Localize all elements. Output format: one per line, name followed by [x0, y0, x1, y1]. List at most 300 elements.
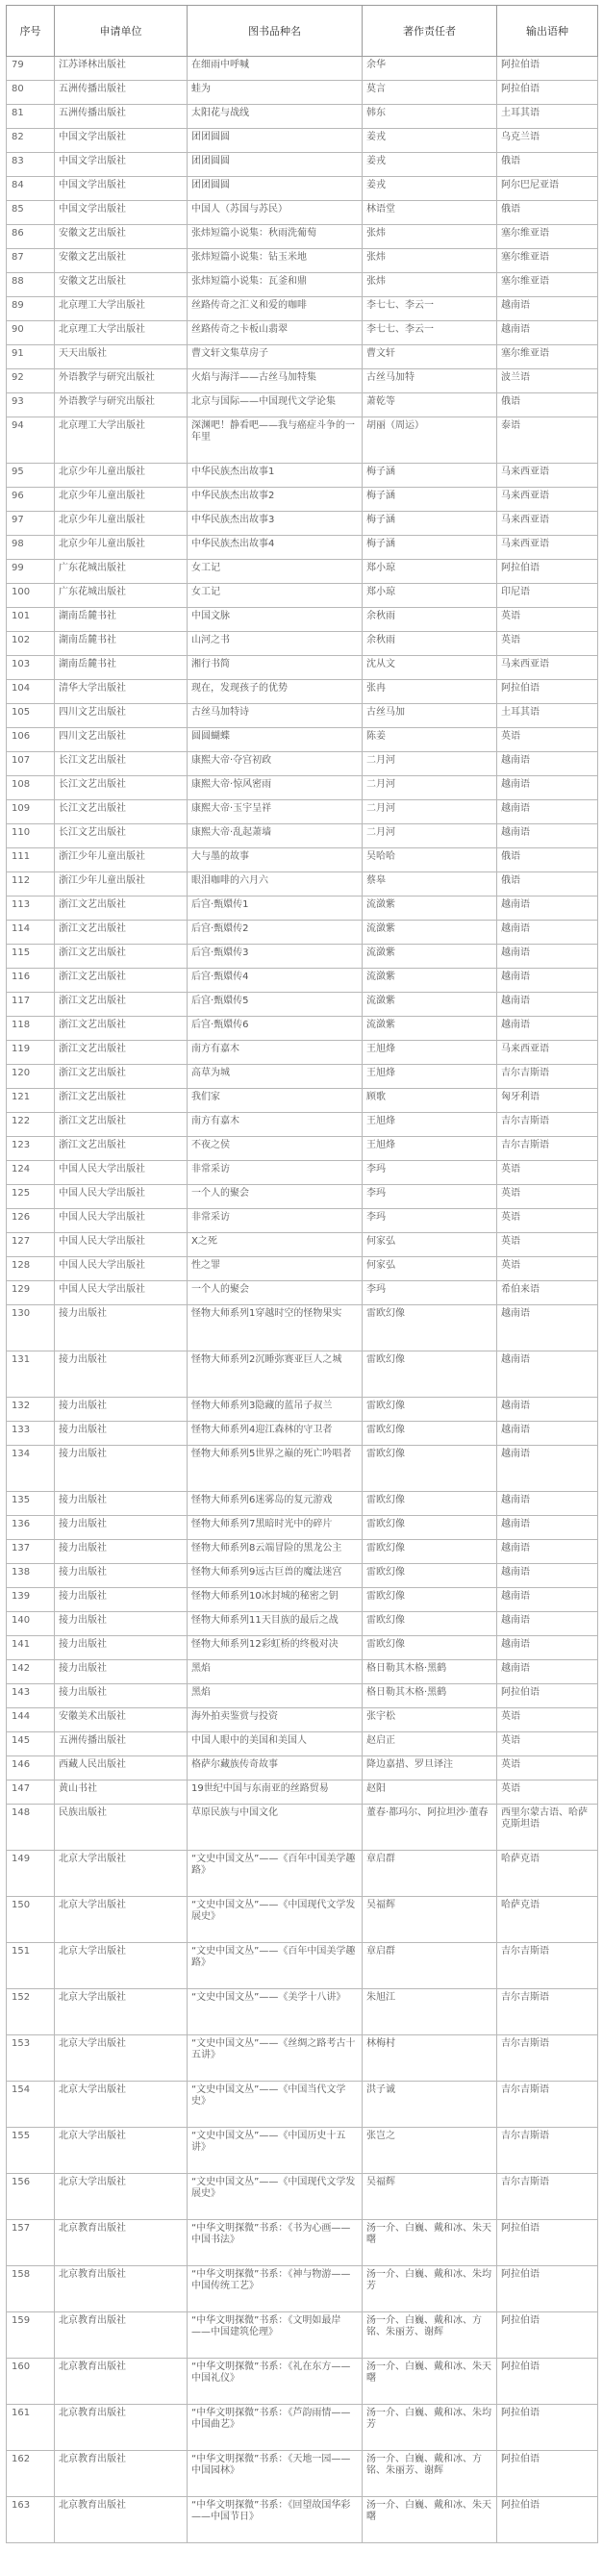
cell-serial-number: 80 [7, 81, 55, 105]
cell-book-title: “文史中国文丛”——《中国现代文学发展史》 [188, 2174, 363, 2220]
cell-applicant: 接力出版社 [55, 1612, 188, 1636]
cell-serial-number: 157 [7, 2220, 55, 2266]
cell-output-language: 越南语 [497, 993, 598, 1017]
cell-book-title: 我们家 [188, 1089, 363, 1113]
cell-output-language: 阿拉伯语 [497, 2220, 598, 2266]
table-row [7, 921, 598, 945]
cell-applicant: 四川文艺出版社 [55, 704, 188, 728]
cell-applicant: 北京教育出版社 [55, 2451, 188, 2497]
cell-applicant: 广东花城出版社 [55, 584, 188, 608]
cell-book-title: “文史中国文丛”——《美学十八讲》 [188, 1989, 363, 2035]
cell-author: 王旭烽 [363, 1041, 497, 1065]
cell-book-title: 团团圆圆 [188, 153, 363, 177]
cell-author: 雷欧幻像 [363, 1516, 497, 1540]
cell-serial-number: 149 [7, 1851, 55, 1897]
cell-author: 汤一介、白巍、戴和冰、方铭、朱丽芳、谢辉 [363, 2451, 497, 2497]
table-row [7, 1113, 598, 1137]
table-row [7, 776, 598, 800]
cell-book-title: 康熙大帝·乱起萧墙 [188, 824, 363, 848]
table-row [7, 993, 598, 1017]
table-row [7, 1209, 598, 1233]
cell-book-title: X之死 [188, 1233, 363, 1257]
cell-book-title: 康熙大帝·玉宇呈祥 [188, 800, 363, 824]
cell-output-language: 印尼语 [497, 584, 598, 608]
cell-serial-number: 101 [7, 608, 55, 632]
cell-output-language: 吉尔吉斯语 [497, 2082, 598, 2128]
cell-applicant: 北京教育出版社 [55, 2312, 188, 2359]
cell-book-title: 现在，发现孩子的优势 [188, 680, 363, 704]
table-row [7, 1943, 598, 1989]
cell-serial-number: 133 [7, 1422, 55, 1446]
cell-book-title: 怪物大师系列11天目族的最后之战 [188, 1612, 363, 1636]
cell-output-language: 英语 [497, 1233, 598, 1257]
cell-output-language: 越南语 [497, 1446, 598, 1492]
cell-author: 王旭烽 [363, 1065, 497, 1089]
cell-output-language: 俄语 [497, 153, 598, 177]
cell-book-title: 康熙大帝·夺宫初政 [188, 752, 363, 776]
cell-book-title: 怪物大师系列1穿越时空的怪物果实 [188, 1305, 363, 1351]
table-row [7, 2174, 598, 2220]
cell-author: 格日勒其木格·黑鹤 [363, 1660, 497, 1684]
cell-applicant: 北京大学出版社 [55, 2035, 188, 2082]
cell-applicant: 北京大学出版社 [55, 1989, 188, 2035]
cell-author: 沈从文 [363, 656, 497, 680]
cell-author: 余华 [363, 57, 497, 81]
cell-output-language: 俄语 [497, 393, 598, 417]
cell-serial-number: 137 [7, 1540, 55, 1564]
cell-book-title: 怪物大师系列8云端冒险的黑龙公主 [188, 1540, 363, 1564]
cell-output-language: 吉尔吉斯语 [497, 2035, 598, 2082]
cell-author: 梅子涵 [363, 536, 497, 560]
table-row [7, 560, 598, 584]
table-row [7, 2405, 598, 2451]
cell-serial-number: 100 [7, 584, 55, 608]
table-row [7, 464, 598, 488]
cell-applicant: 接力出版社 [55, 1516, 188, 1540]
cell-author: 王旭烽 [363, 1113, 497, 1137]
cell-author: 吴福辉 [363, 2174, 497, 2220]
cell-author: 何家弘 [363, 1257, 497, 1281]
cell-serial-number: 130 [7, 1305, 55, 1351]
table-row [7, 2497, 598, 2543]
cell-applicant: 中国文学出版社 [55, 129, 188, 153]
cell-book-title: 火焰与海洋——古丝马加特集 [188, 369, 363, 393]
cell-book-title: 张炜短篇小说集：钻玉米地 [188, 249, 363, 273]
cell-serial-number: 139 [7, 1588, 55, 1612]
cell-serial-number: 115 [7, 945, 55, 969]
cell-book-title: 一个人的聚会 [188, 1185, 363, 1209]
cell-book-title: 南方有嘉木 [188, 1113, 363, 1137]
cell-applicant: 浙江少年儿童出版社 [55, 872, 188, 897]
cell-output-language: 马来西亚语 [497, 488, 598, 512]
cell-serial-number: 121 [7, 1089, 55, 1113]
cell-serial-number: 89 [7, 297, 55, 321]
cell-serial-number: 79 [7, 57, 55, 81]
cell-serial-number: 135 [7, 1492, 55, 1516]
cell-book-title: 一个人的聚会 [188, 1281, 363, 1305]
cell-serial-number: 114 [7, 921, 55, 945]
cell-serial-number: 127 [7, 1233, 55, 1257]
cell-applicant: 接力出版社 [55, 1684, 188, 1708]
cell-output-language: 马来西亚语 [497, 656, 598, 680]
cell-serial-number: 117 [7, 993, 55, 1017]
cell-author: 古丝马加 [363, 704, 497, 728]
cell-book-title: 丝路传奇之汇义和爱的咖啡 [188, 297, 363, 321]
cell-applicant: 北京教育出版社 [55, 2497, 188, 2543]
table-row [7, 728, 598, 752]
cell-output-language: 英语 [497, 632, 598, 656]
cell-applicant: 四川文艺出版社 [55, 728, 188, 752]
table-row [7, 2451, 598, 2497]
cell-serial-number: 140 [7, 1612, 55, 1636]
cell-book-title: 性之罪 [188, 1257, 363, 1281]
cell-output-language: 匈牙利语 [497, 1089, 598, 1113]
cell-output-language: 塞尔维亚语 [497, 225, 598, 249]
cell-applicant: 北京大学出版社 [55, 1943, 188, 1989]
cell-author: 林梅村 [363, 2035, 497, 2082]
cell-serial-number: 125 [7, 1185, 55, 1209]
cell-applicant: 广东花城出版社 [55, 560, 188, 584]
cell-book-title: 黑焰 [188, 1660, 363, 1684]
cell-output-language: 俄语 [497, 848, 598, 872]
cell-book-title: 在细雨中呼喊 [188, 57, 363, 81]
cell-output-language: 越南语 [497, 321, 598, 345]
cell-applicant: 接力出版社 [55, 1540, 188, 1564]
cell-serial-number: 120 [7, 1065, 55, 1089]
table-row [7, 177, 598, 201]
table-row [7, 1137, 598, 1161]
cell-applicant: 中国人民大学出版社 [55, 1257, 188, 1281]
cell-serial-number: 122 [7, 1113, 55, 1137]
table-row [7, 225, 598, 249]
cell-author: 雷欧幻像 [363, 1351, 497, 1398]
table-row [7, 680, 598, 704]
cell-serial-number: 111 [7, 848, 55, 872]
cell-book-title: 张炜短篇小说集：秋雨洗葡萄 [188, 225, 363, 249]
cell-author: 何家弘 [363, 1233, 497, 1257]
cell-output-language: 波兰语 [497, 369, 598, 393]
table-row [7, 1684, 598, 1708]
table-row [7, 345, 598, 369]
cell-applicant: 安徽美术出版社 [55, 1708, 188, 1732]
cell-serial-number: 159 [7, 2312, 55, 2359]
cell-applicant: 北京少年儿童出版社 [55, 536, 188, 560]
cell-output-language: 英语 [497, 1732, 598, 1756]
cell-output-language: 吉尔吉斯语 [497, 1943, 598, 1989]
cell-output-language: 英语 [497, 608, 598, 632]
cell-applicant: 北京大学出版社 [55, 1851, 188, 1897]
cell-book-title: “中华文明探微”书系：《天地一园——中国园林》 [188, 2451, 363, 2497]
cell-author: 赵启正 [363, 1732, 497, 1756]
cell-serial-number: 123 [7, 1137, 55, 1161]
table-row [7, 129, 598, 153]
cell-author: 雷欧幻像 [363, 1398, 497, 1422]
cell-author: 汤一介、白巍、戴和冰、朱天曙 [363, 2220, 497, 2266]
cell-applicant: 安徽文艺出版社 [55, 273, 188, 297]
table-row [7, 1446, 598, 1492]
cell-output-language: 英语 [497, 1708, 598, 1732]
cell-output-language: 阿拉伯语 [497, 57, 598, 81]
table-row [7, 1017, 598, 1041]
cell-author: 张宇松 [363, 1708, 497, 1732]
cell-output-language: 阿拉伯语 [497, 2312, 598, 2359]
cell-applicant: 中国人民大学出版社 [55, 1161, 188, 1185]
cell-serial-number: 156 [7, 2174, 55, 2220]
cell-serial-number: 153 [7, 2035, 55, 2082]
cell-applicant: 接力出版社 [55, 1660, 188, 1684]
table-row [7, 1492, 598, 1516]
table-row [7, 1281, 598, 1305]
cell-serial-number: 148 [7, 1805, 55, 1851]
cell-book-title: 女工记 [188, 584, 363, 608]
cell-book-title: 北京与国际——中国现代文学论集 [188, 393, 363, 417]
cell-output-language: 越南语 [497, 969, 598, 993]
cell-author: 流潋紫 [363, 993, 497, 1017]
cell-author: 郑小琼 [363, 584, 497, 608]
cell-author: 林语堂 [363, 201, 497, 225]
cell-applicant: 民族出版社 [55, 1805, 188, 1851]
cell-author: 降边嘉措、罗旦译注 [363, 1756, 497, 1780]
cell-applicant: 浙江文艺出版社 [55, 945, 188, 969]
cell-serial-number: 85 [7, 201, 55, 225]
cell-serial-number: 87 [7, 249, 55, 273]
table-row [7, 872, 598, 897]
cell-author: 章启群 [363, 1851, 497, 1897]
cell-applicant: 清华大学出版社 [55, 680, 188, 704]
cell-book-title: 怪物大师系列7黑暗时光中的碎片 [188, 1516, 363, 1540]
cell-author: 莫言 [363, 81, 497, 105]
cell-serial-number: 84 [7, 177, 55, 201]
cell-serial-number: 109 [7, 800, 55, 824]
table-row [7, 273, 598, 297]
cell-serial-number: 162 [7, 2451, 55, 2497]
cell-author: 梅子涵 [363, 488, 497, 512]
cell-output-language: 越南语 [497, 1492, 598, 1516]
table-row [7, 1564, 598, 1588]
cell-applicant: 接力出版社 [55, 1564, 188, 1588]
cell-output-language: 阿拉伯语 [497, 2359, 598, 2405]
table-row [7, 1516, 598, 1540]
cell-author: 张岂之 [363, 2128, 497, 2174]
table-row [7, 1161, 598, 1185]
table-row [7, 249, 598, 273]
cell-serial-number: 88 [7, 273, 55, 297]
cell-author: 汤一介、白巍、戴和冰、朱天曙 [363, 2497, 497, 2543]
cell-book-title: 怪物大师系列6迷雾岛的复元游戏 [188, 1492, 363, 1516]
cell-book-title: 非常采访 [188, 1161, 363, 1185]
cell-author: 李七七、李云一 [363, 321, 497, 345]
cell-book-title: 怪物大师系列5世界之巅的死亡吟唱者 [188, 1446, 363, 1492]
table-row [7, 153, 598, 177]
cell-serial-number: 94 [7, 417, 55, 464]
cell-output-language: 阿拉伯语 [497, 2405, 598, 2451]
cell-serial-number: 143 [7, 1684, 55, 1708]
cell-book-title: 海外拍卖鉴赏与投资 [188, 1708, 363, 1732]
table-row [7, 2128, 598, 2174]
cell-book-title: 中华民族杰出故事2 [188, 488, 363, 512]
cell-applicant: 浙江文艺出版社 [55, 897, 188, 921]
table-row [7, 2220, 598, 2266]
cell-applicant: 北京大学出版社 [55, 2174, 188, 2220]
cell-output-language: 越南语 [497, 752, 598, 776]
cell-book-title: 南方有嘉木 [188, 1041, 363, 1065]
cell-output-language: 越南语 [497, 897, 598, 921]
table-row [7, 369, 598, 393]
cell-output-language: 越南语 [497, 1017, 598, 1041]
table-row [7, 2312, 598, 2359]
table-row [7, 704, 598, 728]
cell-applicant: 浙江文艺出版社 [55, 921, 188, 945]
cell-applicant: 北京理工大学出版社 [55, 321, 188, 345]
cell-applicant: 北京少年儿童出版社 [55, 488, 188, 512]
table-row [7, 1636, 598, 1660]
cell-book-title: “中华文明探微”书系：《礼在东方——中国礼仪》 [188, 2359, 363, 2405]
cell-book-title: 19世纪中国与东南亚的丝路贸易 [188, 1780, 363, 1805]
table-row [7, 800, 598, 824]
cell-author: 姜戎 [363, 153, 497, 177]
cell-output-language: 越南语 [497, 1351, 598, 1398]
cell-output-language: 越南语 [497, 1305, 598, 1351]
cell-output-language: 哈萨克语 [497, 1897, 598, 1943]
cell-serial-number: 154 [7, 2082, 55, 2128]
cell-output-language: 马来西亚语 [497, 512, 598, 536]
cell-applicant: 江苏译林出版社 [55, 57, 188, 81]
cell-serial-number: 160 [7, 2359, 55, 2405]
cell-author: 张冉 [363, 680, 497, 704]
header-book-title: 图书品种名 [188, 6, 363, 57]
cell-serial-number: 163 [7, 2497, 55, 2543]
cell-output-language: 越南语 [497, 1540, 598, 1564]
cell-serial-number: 112 [7, 872, 55, 897]
table-row [7, 105, 598, 129]
cell-output-language: 越南语 [497, 1422, 598, 1446]
cell-serial-number: 83 [7, 153, 55, 177]
cell-author: 王旭烽 [363, 1137, 497, 1161]
cell-serial-number: 119 [7, 1041, 55, 1065]
cell-book-title: 黑焰 [188, 1684, 363, 1708]
cell-book-title: “文史中国文丛”——《丝绸之路考古十五讲》 [188, 2035, 363, 2082]
cell-serial-number: 102 [7, 632, 55, 656]
cell-book-title: 高草为城 [188, 1065, 363, 1089]
cell-output-language: 越南语 [497, 1398, 598, 1422]
cell-author: 雷欧幻像 [363, 1588, 497, 1612]
cell-book-title: 后宫·甄嬛传4 [188, 969, 363, 993]
cell-serial-number: 110 [7, 824, 55, 848]
cell-serial-number: 86 [7, 225, 55, 249]
cell-applicant: 浙江文艺出版社 [55, 1089, 188, 1113]
cell-applicant: 中国人民大学出版社 [55, 1209, 188, 1233]
cell-author: 张炜 [363, 225, 497, 249]
cell-output-language: 马来西亚语 [497, 464, 598, 488]
cell-book-title: 不夜之侯 [188, 1137, 363, 1161]
cell-book-title: 草原民族与中国文化 [188, 1805, 363, 1851]
cell-author: 汤一介、白巍、戴和冰、方铭、朱丽芳、谢辉 [363, 2312, 497, 2359]
cell-output-language: 土耳其语 [497, 105, 598, 129]
cell-serial-number: 124 [7, 1161, 55, 1185]
cell-applicant: 北京少年儿童出版社 [55, 464, 188, 488]
cell-applicant: 接力出版社 [55, 1422, 188, 1446]
table-row [7, 1305, 598, 1351]
cell-book-title: 团团圆圆 [188, 129, 363, 153]
cell-author: 李玛 [363, 1209, 497, 1233]
cell-applicant: 接力出版社 [55, 1305, 188, 1351]
table-row [7, 536, 598, 560]
cell-applicant: 接力出版社 [55, 1636, 188, 1660]
cell-book-title: 怪物大师系列10冰封城的秘密之钥 [188, 1588, 363, 1612]
cell-serial-number: 136 [7, 1516, 55, 1540]
cell-author: 余秋雨 [363, 632, 497, 656]
cell-applicant: 中国人民大学出版社 [55, 1233, 188, 1257]
cell-applicant: 外语教学与研究出版社 [55, 369, 188, 393]
table-row [7, 1989, 598, 2035]
cell-author: 格日勒其木格·黑鹤 [363, 1684, 497, 1708]
cell-serial-number: 132 [7, 1398, 55, 1422]
table-row [7, 2082, 598, 2128]
cell-output-language: 英语 [497, 1257, 598, 1281]
cell-applicant: 中国文学出版社 [55, 153, 188, 177]
cell-book-title: 怪物大师系列2沉睡弥赛亚巨人之城 [188, 1351, 363, 1398]
cell-output-language: 西里尔蒙古语、哈萨克斯坦语 [497, 1805, 598, 1851]
table-row [7, 1185, 598, 1209]
cell-author: 汤一介、白巍、戴和冰、朱天曙 [363, 2359, 497, 2405]
cell-applicant: 浙江文艺出版社 [55, 993, 188, 1017]
cell-book-title: 深渊吧！静看吧——我与癌症斗争的一年里 [188, 417, 363, 464]
cell-author: 朱旭江 [363, 1989, 497, 2035]
table-row [7, 1233, 598, 1257]
cell-applicant: 天天出版社 [55, 345, 188, 369]
cell-book-title: 丝路传奇之卡板山翡翠 [188, 321, 363, 345]
cell-author: 雷欧幻像 [363, 1564, 497, 1588]
cell-applicant: 长江文艺出版社 [55, 776, 188, 800]
cell-serial-number: 96 [7, 488, 55, 512]
cell-serial-number: 98 [7, 536, 55, 560]
cell-applicant: 接力出版社 [55, 1492, 188, 1516]
cell-output-language: 吉尔吉斯语 [497, 1065, 598, 1089]
cell-applicant: 浙江文艺出版社 [55, 1113, 188, 1137]
table-row [7, 417, 598, 464]
cell-author: 二月河 [363, 776, 497, 800]
cell-output-language: 塞尔维亚语 [497, 249, 598, 273]
cell-author: 洪子诚 [363, 2082, 497, 2128]
table-header-row [7, 6, 598, 57]
cell-serial-number: 95 [7, 464, 55, 488]
cell-book-title: 中华民族杰出故事1 [188, 464, 363, 488]
cell-book-title: 中华民族杰出故事4 [188, 536, 363, 560]
cell-output-language: 越南语 [497, 1588, 598, 1612]
cell-author: 雷欧幻像 [363, 1636, 497, 1660]
cell-output-language: 塞尔维亚语 [497, 345, 598, 369]
cell-applicant: 西藏人民出版社 [55, 1756, 188, 1780]
cell-serial-number: 103 [7, 656, 55, 680]
cell-serial-number: 145 [7, 1732, 55, 1756]
cell-applicant: 安徽文艺出版社 [55, 249, 188, 273]
cell-author: 流潋紫 [363, 921, 497, 945]
cell-book-title: 康熙大帝·惊风密雨 [188, 776, 363, 800]
table-row [7, 201, 598, 225]
cell-author: 李玛 [363, 1281, 497, 1305]
cell-book-title: 后宫·甄嬛传2 [188, 921, 363, 945]
cell-applicant: 北京理工大学出版社 [55, 417, 188, 464]
cell-applicant: 接力出版社 [55, 1446, 188, 1492]
cell-applicant: 中国人民大学出版社 [55, 1185, 188, 1209]
cell-book-title: 太阳花与战线 [188, 105, 363, 129]
cell-output-language: 越南语 [497, 1612, 598, 1636]
cell-author: 雷欧幻像 [363, 1492, 497, 1516]
cell-book-title: 后宫·甄嬛传1 [188, 897, 363, 921]
cell-applicant: 湖南岳麓书社 [55, 632, 188, 656]
cell-author: 雷欧幻像 [363, 1612, 497, 1636]
cell-applicant: 长江文艺出版社 [55, 824, 188, 848]
